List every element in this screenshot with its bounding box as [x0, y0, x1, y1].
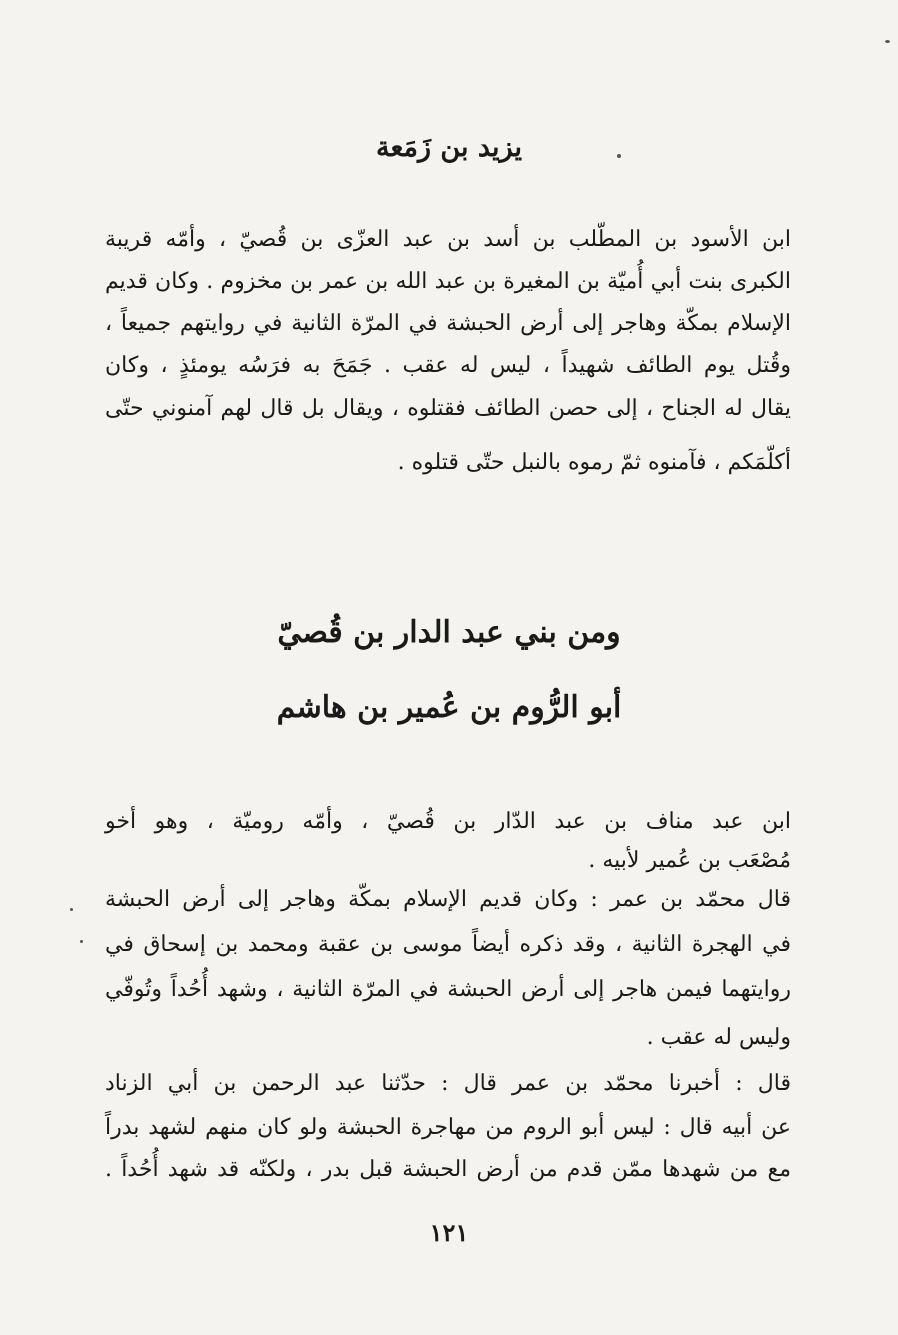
page-number: ١٢١	[429, 1218, 469, 1247]
text-line: أكلّمَكم ، فآمنوه ثمّ رموه بالنبل حتّى قتلوه .	[397, 450, 791, 475]
text-line: الإسلام بمكّة وهاجر إلى أرض الحبشة في المرّة الثانية في روايتهم جميعاً ،	[105, 311, 791, 336]
scan-speck	[80, 940, 83, 943]
text-line: ابن عبد مناف بن عبد الدّار بن قُصيّ ، وأمّه روميّة ، وهو أخو	[105, 809, 791, 834]
section-title: أبو الرُّوم بن عُمير بن هاشم	[276, 690, 622, 725]
text-line: قال محمّد بن عمر : وكان قديم الإسلام بمكّة وهاجر إلى أرض الحبشة	[105, 887, 791, 912]
scan-speck	[885, 40, 890, 43]
text-line: عن أبيه قال : ليس أبو الروم من مهاجرة الحبشة ولو كان منهم لشهد بدراً	[105, 1115, 791, 1140]
text-line: وليس له عقب .	[646, 1025, 791, 1050]
text-line: ابن الأسود بن المطّلب بن أسد بن عبد العزّى بن قُصيّ ، وأمّه قريبة	[105, 227, 791, 252]
text-line: مع من شهدها ممّن قدم من أرض الحبشة قبل بدر ، ولكنّه قد شهد أُحُداً .	[105, 1157, 791, 1182]
text-line: مُصْعَب بن عُمير لأبيه .	[588, 848, 791, 873]
text-line: وقُتل يوم الطائف شهيداً ، ليس له عقب . جَمَحَ به فرَسُه يومئذٍ ، وكان	[105, 353, 791, 378]
scan-speck	[70, 908, 73, 911]
text-line: يقال له الجناح ، إلى حصن الطائف فقتلوه ، ويقال بل قال لهم آمنوني حتّى	[105, 396, 791, 421]
section-title: يزيد بن زَمَعة	[376, 132, 522, 163]
text-line: في الهجرة الثانية ، وقد ذكره أيضاً موسى بن عقبة ومحمد بن إسحاق في	[105, 932, 792, 957]
text-line: روايتهما فيمن هاجر إلى أرض الحبشة في المرّة الثانية ، وشهد أُحُداً وتُوفّي	[105, 977, 791, 1002]
text-line: الكبرى بنت أبي أُميّة بن المغيرة بن عبد الله بن عمر بن مخزوم . وكان قديم	[105, 269, 791, 294]
section-heading: ومن بني عبد الدار بن قُصيّ	[277, 615, 621, 650]
text-line: قال : أخبرنا محمّد بن عمر قال : حدّثنا عبد الرحمن بن أبي الزناد	[105, 1071, 791, 1096]
